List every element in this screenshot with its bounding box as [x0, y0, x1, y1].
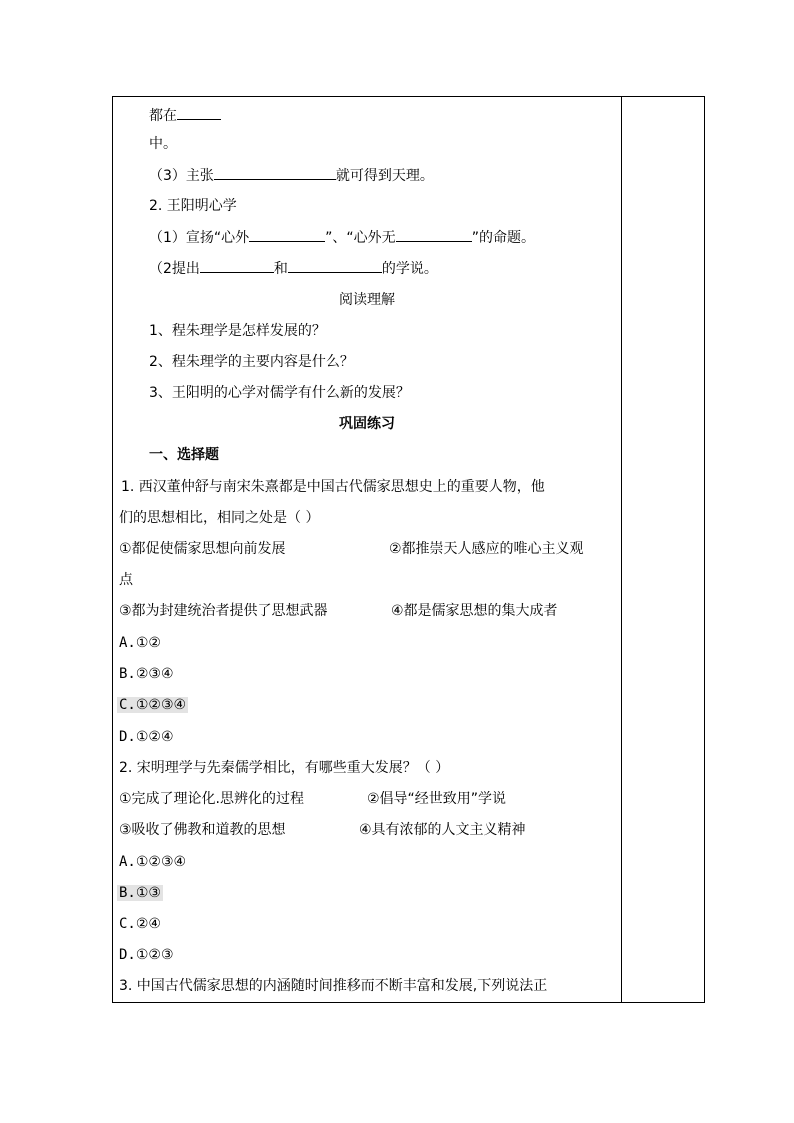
column-divider [621, 97, 622, 1002]
q1-option-c-highlighted[interactable] [119, 695, 188, 715]
option-highlight: B.①③ [119, 885, 161, 901]
fill-item-2-mid: 和 [273, 261, 288, 277]
q2-statement-1: ①完成了理论化.思辨化的过程 [119, 791, 305, 807]
q2-option-a[interactable]: A.①②③④ [119, 854, 187, 870]
reading-question: 1、程朱理学是怎样发展的？ [149, 323, 326, 339]
fill-item-3-suffix: 就可得到天理。 [335, 168, 434, 184]
fill-item-1-suffix: ”的命题。 [471, 230, 535, 246]
fill-item-1-mid: ”、“心外无 [325, 230, 396, 246]
q2-statement-3: ③吸收了佛教和道教的思想 [119, 822, 286, 838]
fill-line-1 [149, 105, 221, 126]
blank [200, 258, 274, 273]
fill-item-2-suffix: 的学说。 [381, 261, 438, 277]
question-1-stem: 1. 西汉董仲舒与南宋朱熹都是中国古代儒家思想史上的重要人物，他 [121, 479, 545, 495]
fill-item-1-prefix: （1）宣扬“心外 [149, 230, 250, 246]
q1-statement-4: ④都是儒家思想的集大成者 [391, 603, 558, 619]
q2-option-b-highlighted[interactable] [119, 883, 163, 903]
q1-option-a[interactable]: A.①② [119, 635, 161, 651]
reading-question: 3、王阳明的心学对儒学有什么新的发展？ [149, 385, 410, 401]
q1-statement-2-cont: 点 [119, 572, 133, 588]
fill-line-2: 中。 [149, 136, 177, 152]
fill-item-2 [149, 258, 438, 279]
question-1-stem-cont: 们的思想相比，相同之处是（ ） [119, 510, 320, 526]
blank [288, 258, 382, 273]
blank [396, 227, 472, 242]
section-heading-wangyangming: 2. 王阳明心学 [149, 198, 237, 214]
q2-option-d[interactable]: D.①②③ [119, 947, 174, 963]
reading-question: 2、程朱理学的主要内容是什么？ [149, 354, 354, 370]
fill-item-2-prefix: （2提出 [149, 261, 200, 277]
q2-statement-4: ④具有浓郁的人文主义精神 [359, 822, 526, 838]
blank [177, 105, 221, 120]
blank [214, 165, 336, 180]
q2-option-c[interactable]: C.②④ [119, 916, 161, 932]
q1-option-d[interactable]: D.①②④ [119, 729, 174, 745]
option-highlight: C.①②③④ [119, 697, 187, 713]
fill-item-3-prefix: （3）主张 [149, 168, 214, 184]
question-3-stem: 3. 中国古代儒家思想的内涵随时间推移而不断丰富和发展,下列说法正 [119, 978, 548, 994]
section-heading-choice: 一、选择题 [149, 447, 219, 463]
practice-title: 巩固练习 [339, 416, 395, 432]
q2-statement-2: ②倡导“经世致用”学说 [367, 791, 507, 807]
fill-item-1 [149, 227, 535, 248]
q1-statement-2: ②都推崇天人感应的唯心主义观 [389, 541, 584, 557]
reading-title: 阅读理解 [339, 292, 395, 308]
question-2-stem: 2. 宋明理学与先秦儒学相比，有哪些重大发展？（ ） [119, 760, 450, 776]
q1-statement-3: ③都为封建统治者提供了思想武器 [119, 603, 328, 619]
blank [249, 227, 325, 242]
fill-line-1-text: 都在 [149, 108, 177, 124]
fill-item-3 [149, 165, 434, 186]
q1-statement-1: ①都促使儒家思想向前发展 [119, 541, 286, 557]
q1-option-b[interactable]: B.②③④ [119, 666, 174, 682]
worksheet-table [112, 96, 705, 1003]
